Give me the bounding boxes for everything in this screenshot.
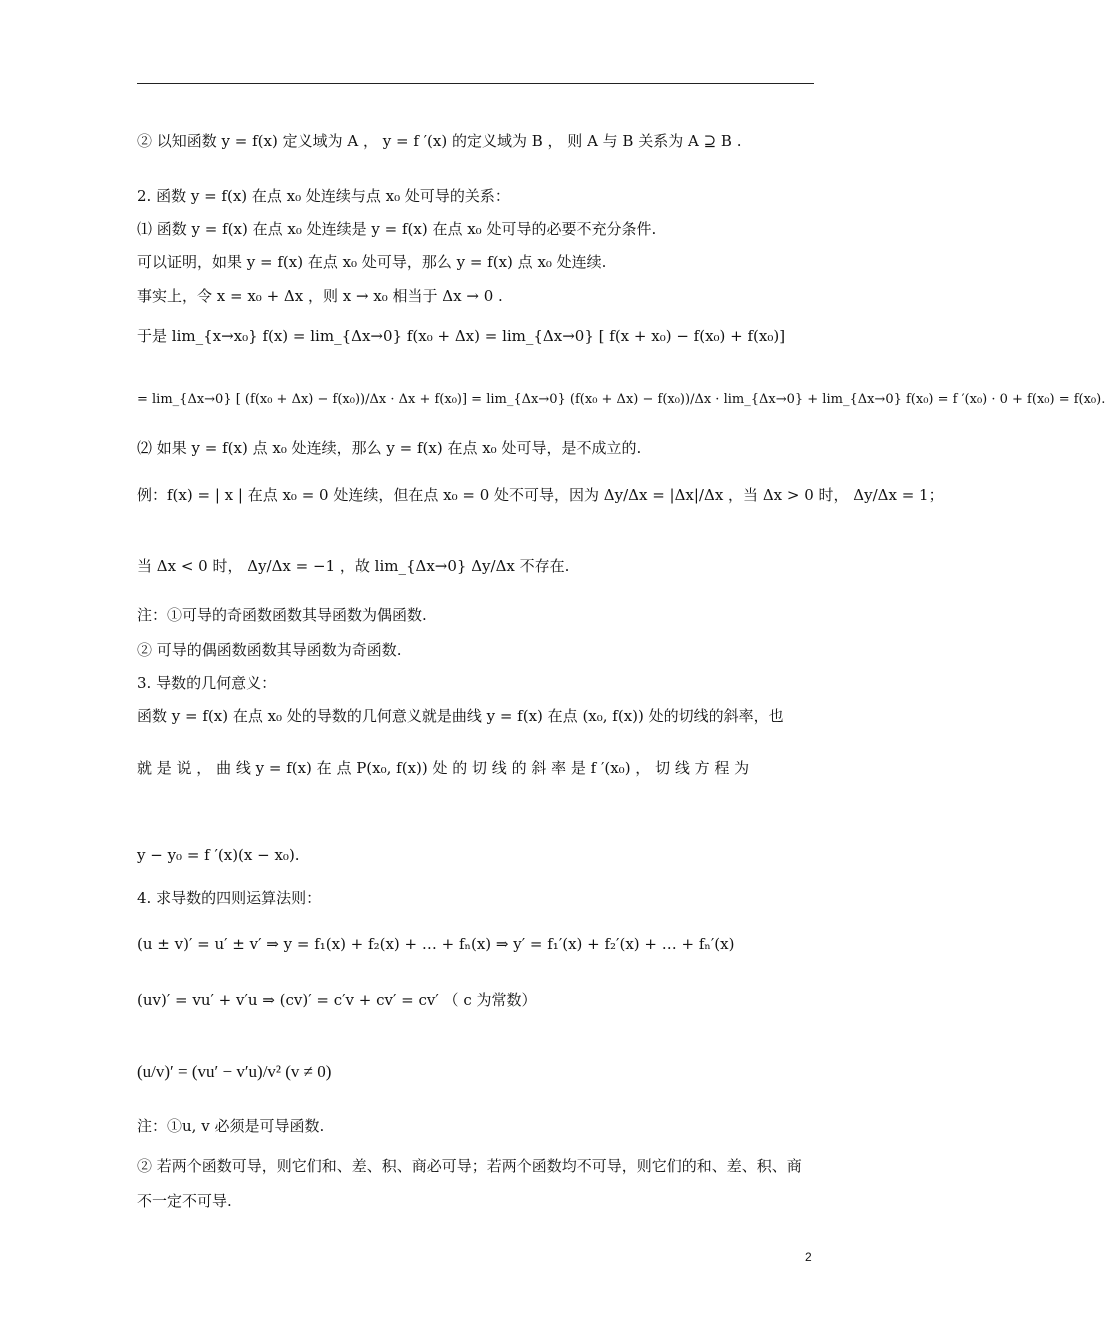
formula-product-rule: (uv)′ = vu′ + v′u ⇒ (cv)′ = c′v + cv′ = cv′ （ c 为常数） xyxy=(137,991,537,1009)
text-line-domain: ② 以知函数 y = f(x) 定义域为 A ， y = f ′(x) 的定义域为 B ， 则 A 与 B 关系为 A ⊇ B . xyxy=(137,132,742,150)
formula-sum-rule: (u ± v)′ = u′ ± v′ ⇒ y = f₁(x) + f₂(x) + … + fₙ(x) ⇒ y′ = f₁′(x) + f₂′(x) + … + fₙ′(x) xyxy=(137,935,735,953)
formula-tangent-line: y − y₀ = f ′(x)(x − x₀). xyxy=(137,846,300,864)
note-differentiable-2: ② 若两个函数可导，则它们和、差、积、商必可导；若两个函数均不可导，则它们的和、差、积、商 xyxy=(137,1157,802,1175)
text-line-geometric-2: 就 是 说 ， 曲 线 y = f(x) 在 点 P(x₀, f(x)) 处 的 切 线 的 斜 率 是 f ′(x₀) ， 切 线 方 程 为 xyxy=(137,759,750,777)
text-line-continuity-2: ⑵ 如果 y = f(x) 点 x₀ 处连续，那么 y = f(x) 在点 x₀ 处可导，是不成立的. xyxy=(137,439,642,457)
formula-limit-2: = lim_{Δx→0} [ (f(x₀ + Δx) − f(x₀))/Δx · Δx + f(x₀)] = lim_{Δx→0} (f(x₀ + Δx) − f(x₀))/Δx · lim_{Δx→0} + lim_{Δx→0} f(x₀) = f ′(x₀) · 0 + f(x₀) = f(x₀). xyxy=(137,392,1105,407)
note-odd-even-2: ② 可导的偶函数函数其导函数为奇函数. xyxy=(137,641,402,659)
page-number: 2 xyxy=(805,1250,812,1264)
text-line-continuity-1: ⑴ 函数 y = f(x) 在点 x₀ 处连续是 y = f(x) 在点 x₀ 处可导的必要不充分条件. xyxy=(137,220,657,238)
text-line-example-2: 当 Δx < 0 时， Δy/Δx = −1 ，故 lim_{Δx→0} Δy/Δx 不存在. xyxy=(137,557,570,575)
text-line-proof-intro: 可以证明，如果 y = f(x) 在点 x₀ 处可导，那么 y = f(x) 点 x₀ 处连续. xyxy=(137,253,607,271)
section-2-heading: 2. 函数 y = f(x) 在点 x₀ 处连续与点 x₀ 处可导的关系： xyxy=(137,187,510,205)
note-differentiable-3: 不一定不可导. xyxy=(137,1192,232,1210)
note-differentiable-1: 注：①u, v 必须是可导函数. xyxy=(137,1117,325,1135)
text-line-example: 例：f(x) = | x | 在点 x₀ = 0 处连续，但在点 x₀ = 0 处不可导，因为 Δy/Δx = |Δx|/Δx ，当 Δx > 0 时， Δy/Δx = 1； xyxy=(137,486,944,504)
header-rule xyxy=(137,83,814,84)
note-odd-even-1: 注：①可导的奇函数函数其导函数为偶函数. xyxy=(137,606,427,624)
formula-limit-1: 于是 lim_{x→x₀} f(x) = lim_{Δx→0} f(x₀ + Δx) = lim_{Δx→0} [ f(x + x₀) − f(x₀) + f(x₀)] xyxy=(137,327,786,345)
formula-quotient-rule: (u/v)′ = (vu′ − v′u)/v² (v ≠ 0) xyxy=(137,1062,332,1081)
section-3-heading: 3. 导数的几何意义： xyxy=(137,674,277,692)
text-line-substitution: 事实上，令 x = x₀ + Δx ，则 x → x₀ 相当于 Δx → 0 . xyxy=(137,287,503,305)
text-line-geometric-1: 函数 y = f(x) 在点 x₀ 处的导数的几何意义就是曲线 y = f(x) 在点 (x₀, f(x)) 处的切线的斜率，也 xyxy=(137,707,784,725)
section-4-heading: 4. 求导数的四则运算法则： xyxy=(137,889,322,907)
